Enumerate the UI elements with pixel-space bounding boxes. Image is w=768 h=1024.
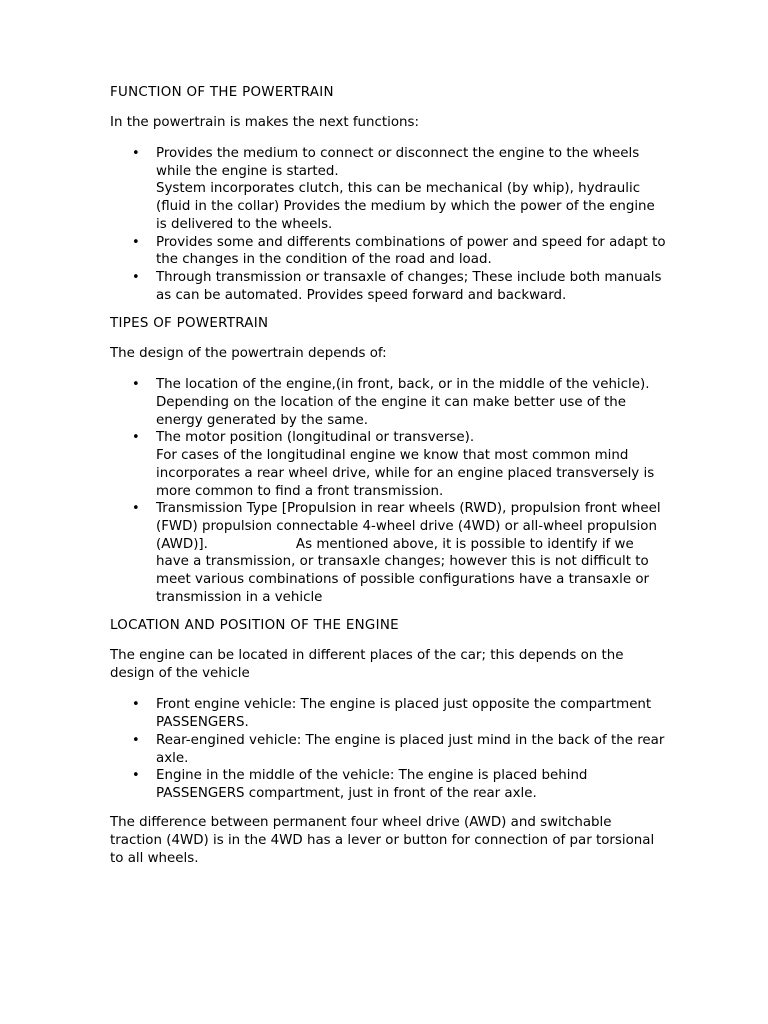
list-item-detail: As mentioned above, it is possible to identify if we have a transmission, or transaxle changes; however this is not difficult to meet various combinations of possible configurations have a transaxle or transmission in a vehicle: [156, 536, 650, 605]
bullet-list: [110, 376, 666, 606]
list-item: [110, 234, 666, 269]
closing-paragraph: The difference between permanent four wheel drive (AWD) and switchable traction (4WD) is in the 4WD has a lever or button for connection of par torsional to all wheels.: [110, 814, 655, 866]
section-intro: The engine can be located in different places of the car; this depends on the design of the vehicle: [110, 648, 624, 682]
list-item: [110, 429, 666, 500]
bullet-icon: •: [132, 234, 140, 250]
list-item: [110, 145, 666, 234]
list-item-text: Front engine vehicle: The engine is placed just opposite the compartment PASSENGERS.: [156, 697, 652, 731]
section-function: [110, 84, 666, 304]
section-heading: TIPES OF POWERTRAIN: [110, 316, 269, 332]
bullet-list: [110, 696, 666, 802]
bullet-icon: •: [132, 430, 140, 446]
section-location: [110, 617, 666, 867]
list-item-text: Engine in the middle of the vehicle: The engine is placed behind PASSENGERS compartment, just in front of the rear axle.: [156, 768, 588, 801]
bullet-icon: •: [132, 768, 140, 784]
list-item-text: Provides some and differents combinations of power and speed for adapt to the changes in the condition of the road and load.: [156, 234, 666, 268]
bullet-list: [110, 145, 666, 304]
list-item: [110, 696, 666, 731]
list-item-text: The motor position (longitudinal or transverse).: [156, 430, 475, 446]
list-item-text: Transmission Type [Propulsion in rear wheels (RWD), propulsion front wheel (FWD) propulsion connectable 4-wheel drive (4WD) or all-wheel propulsion (AWD)].: [156, 501, 661, 552]
list-item-text: Provides the medium to connect or disconnect the engine to the wheels while the engine is started.: [156, 146, 640, 179]
section-heading: FUNCTION OF THE POWERTRAIN: [110, 85, 334, 100]
bullet-icon: •: [132, 697, 140, 713]
list-item: [110, 269, 666, 304]
bullet-icon: •: [132, 377, 140, 393]
list-item: [110, 376, 666, 429]
bullet-icon: •: [132, 501, 140, 517]
section-intro: In the powertrain is makes the next functions:: [110, 115, 420, 130]
list-item-detail: Depending on the location of the engine it can make better use of the energy generated by the same.: [156, 395, 627, 428]
list-item: [110, 732, 666, 767]
list-item-text: Through transmission or transaxle of changes; These include both manuals as can be automated. Provides speed forward and backward.: [156, 269, 662, 303]
bullet-icon: •: [132, 732, 140, 748]
section-types: [110, 315, 666, 606]
list-item-text: Rear-engined vehicle: The engine is placed just mind in the back of the rear axle.: [156, 732, 665, 766]
list-item: [110, 500, 666, 606]
bullet-icon: •: [132, 146, 140, 161]
document-body: [110, 84, 666, 881]
list-item-text: The location of the engine,(in front, back, or in the middle of the vehicle).: [156, 377, 650, 393]
list-item-detail: For cases of the longitudinal engine we know that most common mind incorporates a rear wheel drive, while for an engine placed transversely is more common to find a front transmission.: [156, 448, 655, 499]
section-heading: LOCATION AND POSITION OF THE ENGINE: [110, 618, 399, 634]
list-item-detail: System incorporates clutch, this can be mechanical (by whip), hydraulic (fluid in the collar) Provides the medium by which the power of the engine is delivered to the wheels.: [156, 181, 655, 232]
list-item: [110, 767, 666, 802]
section-intro: The design of the powertrain depends of:: [110, 346, 387, 362]
bullet-icon: •: [132, 269, 140, 285]
